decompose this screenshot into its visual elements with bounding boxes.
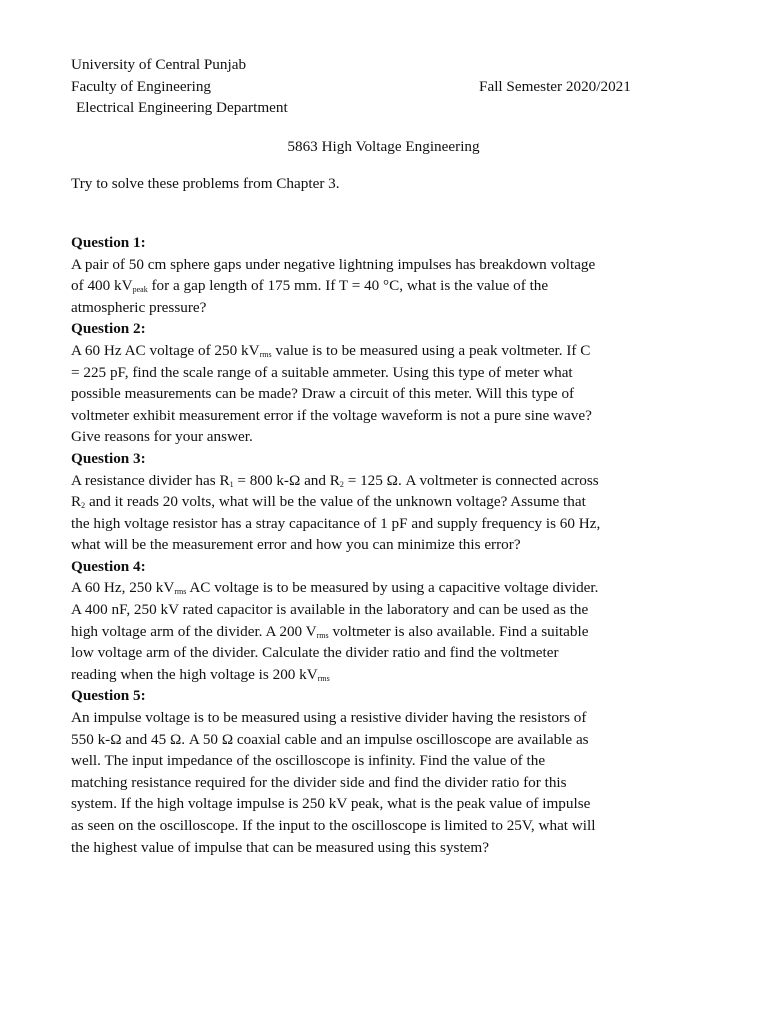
subscript: 2 <box>339 479 344 489</box>
question-text-line <box>71 470 696 492</box>
question-text-line <box>71 491 696 513</box>
text-run: reading when the high voltage is 200 kV <box>71 665 318 683</box>
text-run: A 400 nF, 250 kV rated capacitor is available in the laboratory and can be used as the <box>71 601 589 619</box>
question-heading: Question 1: <box>71 233 146 251</box>
subscript: rms <box>259 349 272 359</box>
document-body <box>71 54 696 858</box>
semester-label: Fall Semester 2020/2021 <box>479 77 631 95</box>
text-run: An impulse voltage is to be measured using a resistive divider having the resistors of <box>71 709 587 727</box>
question-text <box>71 470 696 556</box>
text-run: = 225 pF, find the scale range of a suitable ammeter. Using this type of meter what <box>71 363 573 381</box>
course-title: 5863 High Voltage Engineering <box>287 137 480 155</box>
question-text <box>71 577 696 685</box>
text-run: for a gap length of 175 mm. If T = 40 °C, what is the value of the <box>147 277 549 295</box>
text-run: voltmeter is also available. Find a suitable <box>328 622 589 640</box>
question-block <box>71 232 696 318</box>
text-run: Give reasons for your answer. <box>71 428 253 446</box>
text-run: low voltage arm of the divider. Calculate the divider ratio and find the voltmeter <box>71 644 559 662</box>
text-run: system. If the high voltage impulse is 250 kV peak, what is the peak value of impulse <box>71 795 591 813</box>
intro-text: Try to solve these problems from Chapter 3. <box>71 175 340 193</box>
text-run: and it reads 20 volts, what will be the value of the unknown voltage? Assume that <box>85 493 586 511</box>
text-run: the high voltage resistor has a stray capacitance of 1 pF and supply frequency is 60 Hz, <box>71 514 601 532</box>
text-run: as seen on the oscilloscope. If the input to the oscilloscope is limited to 25V, what will <box>71 817 596 834</box>
question-heading: Question 2: <box>71 320 146 338</box>
text-run: A pair of 50 cm sphere gaps under negative lightning impulses has breakdown voltage <box>71 255 596 273</box>
question-text-line <box>71 534 696 556</box>
text-run: of 400 kV <box>71 277 133 295</box>
question-text <box>71 707 696 858</box>
text-run: = 125 Ω. A voltmeter is connected across <box>343 471 599 489</box>
question-text <box>71 340 696 448</box>
subscript: rms <box>174 587 187 597</box>
text-run: what will be the measurement error and how you can minimize this error? <box>71 536 521 554</box>
subscript: 1 <box>229 479 234 489</box>
question-text-line <box>71 254 696 276</box>
text-run: possible measurements can be made? Draw a circuit of this meter. Will this type of <box>71 385 575 403</box>
header-department-line <box>71 97 696 119</box>
text-run: A 60 Hz AC voltage of 250 kV <box>71 341 260 359</box>
text-run: voltmeter exhibit measurement error if the voltage waveform is not a pure sine wave? <box>71 406 592 424</box>
department-name: Electrical Engineering Department <box>76 99 288 117</box>
question-text-line <box>71 426 696 448</box>
text-run: = 800 k-Ω and R <box>233 471 340 489</box>
question-block <box>71 318 696 448</box>
question-text-line <box>71 642 696 664</box>
question-text-line <box>71 729 696 751</box>
text-run: atmospheric pressure? <box>71 298 207 316</box>
question-heading: Question 3: <box>71 449 146 467</box>
header-university-line <box>71 54 696 76</box>
question-block <box>71 448 696 556</box>
subscript: rms <box>317 673 330 683</box>
text-run: 550 k-Ω and 45 Ω. A 50 Ω coaxial cable and an impulse oscilloscope are available as <box>71 730 589 748</box>
question-text-line <box>71 405 696 427</box>
faculty-name: Faculty of Engineering <box>71 77 212 95</box>
question-heading: Question 5: <box>71 687 146 705</box>
subscript: peak <box>132 285 148 295</box>
header-faculty-line <box>71 76 696 98</box>
question-text-line <box>71 664 696 686</box>
university-name: University of Central Punjab <box>71 56 247 73</box>
question-text-line <box>71 772 696 794</box>
questions-list <box>71 232 696 858</box>
question-text-line <box>71 275 696 297</box>
question-text-line <box>71 837 696 859</box>
text-run: R <box>71 493 82 511</box>
question-block <box>71 556 696 686</box>
question-text-line <box>71 621 696 643</box>
question-text-line <box>71 297 696 319</box>
question-text-line <box>71 340 696 362</box>
text-run: A 60 Hz, 250 kV <box>71 579 175 597</box>
subscript: 2 <box>81 501 86 511</box>
question-text-line <box>71 362 696 384</box>
question-block <box>71 685 696 858</box>
text-run: the highest value of impulse that can be measured using this system? <box>71 838 489 856</box>
question-text-line <box>71 577 696 599</box>
question-text-line <box>71 815 696 837</box>
question-text-line <box>71 599 696 621</box>
text-run: AC voltage is to be measured by using a capacitive voltage divider. <box>186 579 599 597</box>
text-run: well. The input impedance of the oscilloscope is infinity. Find the value of the <box>71 752 546 770</box>
text-run: high voltage arm of the divider. A 200 V <box>71 622 317 640</box>
question-text-line <box>71 707 696 729</box>
question-text-line <box>71 513 696 535</box>
text-run: value is to be measured using a peak voltmeter. If C <box>271 341 591 359</box>
subscript: rms <box>316 630 329 640</box>
text-run: A resistance divider has R <box>71 471 230 489</box>
question-heading: Question 4: <box>71 557 146 575</box>
text-run: matching resistance required for the divider side and find the divider ratio for this <box>71 773 567 791</box>
question-text-line <box>71 383 696 405</box>
question-text <box>71 254 696 319</box>
question-text-line <box>71 750 696 772</box>
question-text-line <box>71 793 696 815</box>
